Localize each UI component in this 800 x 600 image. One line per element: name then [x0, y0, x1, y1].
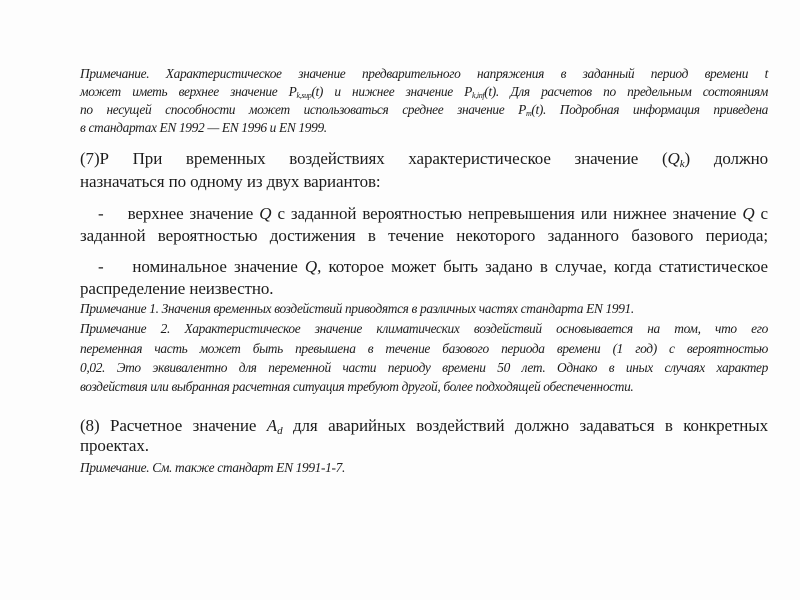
note-1: Примечание 1. Значения временных воздействий приводятся в различных частях стандарта EN 1991. — [80, 301, 634, 316]
text: с заданной вероятностью непревышения или нижнее значение — [271, 204, 743, 223]
symbol-q: Q — [304, 257, 318, 276]
text: для аварийных воздействий должно задаваться в конкретных — [282, 416, 768, 435]
subscript: d — [277, 425, 283, 437]
subscript: k,inf — [472, 91, 485, 100]
subscript: m — [525, 109, 532, 118]
note-2-line-2: переменная часть может быть превышена в течение базового периода времени (1 год) с вероятностью — [80, 341, 768, 356]
text: , которое может быть задано в случае, когда статистическое — [317, 257, 768, 276]
bullet-nominal-value-line-2: распределение неизвестно. — [80, 279, 274, 298]
bullet-upper-value — [98, 204, 768, 224]
note-2-line-1: Примечание 2. Характеристическое значение климатических воздействий основывается на том, что его — [80, 321, 768, 336]
note-2-line-3: 0,02. Это эквивалентно для переменной части периоду времени 50 лет. Однако в иных случаях характер — [80, 360, 768, 375]
note-prestress-line-1: Примечание. Характеристическое значение предварительного напряжения в заданный период времени t — [80, 66, 768, 81]
symbol-q: Q — [259, 204, 272, 223]
text: (8) Расчетное значение — [80, 416, 267, 435]
symbol-q: Q — [742, 204, 755, 223]
text: (t) и нижнее значение P — [311, 84, 473, 99]
clause-8-line-1 — [80, 416, 768, 437]
bullet-upper-value-line-2: заданной вероятностью достижения в течение некоторого заданного базового периода; — [80, 226, 768, 245]
note-prestress-line-3 — [80, 102, 768, 118]
symbol-a: A — [266, 416, 278, 435]
clause-8-line-2: проектах. — [80, 436, 149, 455]
text: может иметь верхнее значение P — [80, 84, 297, 99]
text: - номинальное значение — [98, 257, 305, 276]
text: с — [754, 204, 768, 223]
text: (t). Для расчетов по предельным состояниям — [484, 84, 768, 99]
note-2-line-4: воздействия или выбранная расчетная ситуация требуют другой, более подходящей обеспеченности. — [80, 379, 634, 394]
clause-7-line-1 — [80, 149, 768, 170]
bullet-nominal-value — [98, 257, 768, 277]
note-prestress-line-4: в стандартах EN 1992 — EN 1996 и EN 1999. — [80, 120, 327, 135]
subscript: k — [679, 158, 685, 170]
text: по несущей способности может использоваться среднее значение P — [80, 102, 526, 117]
subscript: k,sup — [296, 91, 312, 100]
symbol-q: Q — [667, 149, 680, 168]
text: (7)Р При временных воздействиях характеристическое значение ( — [80, 149, 668, 168]
note-8: Примечание. См. также стандарт EN 1991-1-7. — [80, 460, 345, 475]
text: ) должно — [684, 149, 768, 168]
text: - верхнее значение — [98, 204, 260, 223]
clause-7-line-2: назначаться по одному из двух вариантов: — [80, 172, 381, 191]
note-prestress-line-2 — [80, 84, 768, 100]
text: (t). Подробная информация приведена — [531, 102, 769, 117]
